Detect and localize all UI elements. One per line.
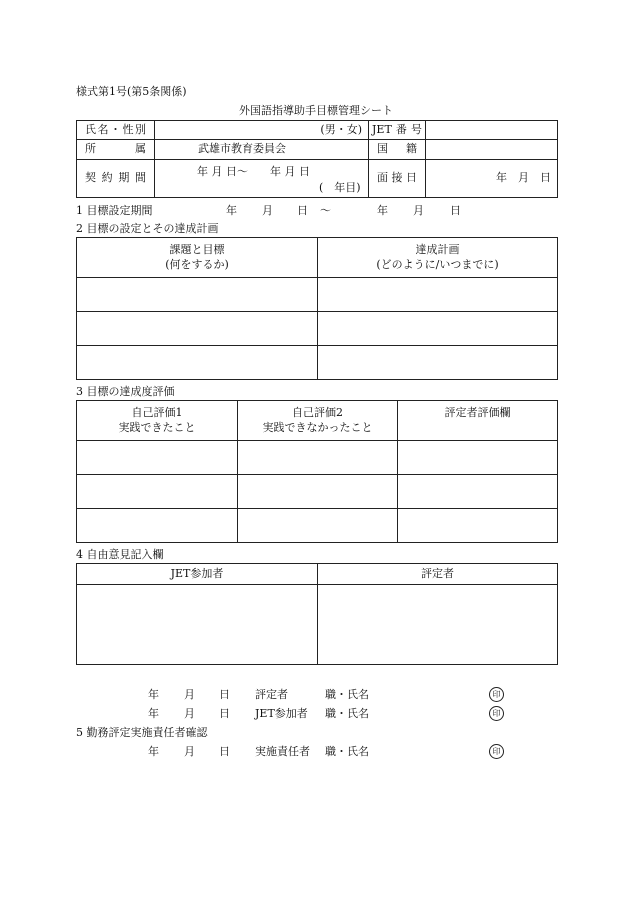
affiliation-field[interactable] [155,140,369,160]
section1-month1: 月 [262,204,273,217]
contract-years: ( 年目) [319,180,361,194]
evaluator-comment-cell[interactable] [318,585,558,665]
seal-icon: 印 [489,706,504,721]
evaluator-cell[interactable] [398,441,558,475]
comments-header-jet: JET参加者 [77,564,318,585]
seal-icon: 印 [489,744,504,759]
eval-header-self1: 自己評価1 実践できたこと [77,401,238,441]
affiliation-value: 武雄市教育委員会 [198,142,286,156]
evaluation-table [76,400,558,543]
goals-header-task: 課題と目標 (何をするか) [77,238,318,278]
section1-year2: 年 [377,204,388,217]
section4-heading: 4 自由意見記入欄 [76,548,164,561]
sig3-day: 日 [219,745,230,758]
goal-cell[interactable] [77,278,318,312]
plan-cell[interactable] [318,346,558,380]
sig2-day: 日 [219,707,230,720]
sig2-year: 年 [148,707,159,720]
contract-period-label: 契約期間 [77,160,155,198]
seal-icon: 印 [489,687,504,702]
plan-cell[interactable] [318,312,558,346]
section1-heading: 1 目標設定期間 [76,204,153,217]
section1-day1: 日 [297,204,308,217]
evaluator-cell[interactable] [398,509,558,543]
interview-date-value: 年 月 日 [496,171,551,185]
form-number: 様式第1号(第5条関係) [76,85,187,98]
goals-table [76,237,558,380]
sig2-role: JET参加者 [255,707,308,720]
sig3-month: 月 [184,745,195,758]
self2-cell[interactable] [238,441,398,475]
nationality-field[interactable] [426,140,558,160]
section3-heading: 3 目標の達成度評価 [76,385,175,398]
section1-year1: 年 [226,204,237,217]
evaluator-cell[interactable] [398,475,558,509]
name-field[interactable] [155,121,369,140]
eval-header-evaluator: 評定者評価欄 [398,401,558,441]
sig3-year: 年 [148,745,159,758]
sig2-month: 月 [184,707,195,720]
sig1-position-name: 職・氏名 [325,688,369,701]
self2-cell[interactable] [238,475,398,509]
interview-date-label: 面接日 [369,160,426,198]
section5-heading: 5 勤務評定実施責任者確認 [76,726,208,739]
gender-options[interactable]: (男・女) [320,122,362,136]
goals-header-plan: 達成計画 (どのように/いつまでに) [318,238,558,278]
goal-cell[interactable] [77,312,318,346]
nationality-label: 国籍 [369,140,426,160]
section1-day2: 日 [450,204,461,217]
affiliation-label: 所属 [77,140,155,160]
sig1-role: 評定者 [255,688,288,701]
self2-cell[interactable] [238,509,398,543]
name-gender-label: 氏名・性別 [77,121,155,140]
goal-cell[interactable] [77,346,318,380]
comments-table [76,563,558,665]
page-title: 外国語指導助手目標管理シート [239,104,393,117]
section1-tilde: 〜 [320,204,331,217]
jet-number-field[interactable] [426,121,558,140]
self1-cell[interactable] [77,475,238,509]
sig1-year: 年 [148,688,159,701]
jet-number-label: JET番号 [369,121,426,140]
header-table [76,120,558,198]
sig3-position-name: 職・氏名 [325,745,369,758]
sig2-position-name: 職・氏名 [325,707,369,720]
sig3-role: 実施責任者 [255,745,310,758]
plan-cell[interactable] [318,278,558,312]
contract-period-field[interactable] [155,160,369,198]
jet-comment-cell[interactable] [77,585,318,665]
eval-header-self2: 自己評価2 実践できなかったこと [238,401,398,441]
sig1-day: 日 [219,688,230,701]
interview-date-field[interactable] [426,160,558,198]
section2-heading: 2 目標の設定とその達成計画 [76,222,219,235]
section1-month2: 月 [413,204,424,217]
self1-cell[interactable] [77,441,238,475]
sig1-month: 月 [184,688,195,701]
comments-header-evaluator: 評定者 [318,564,558,585]
self1-cell[interactable] [77,509,238,543]
contract-dates: 年 月 日〜 年 月 日 [197,164,310,178]
